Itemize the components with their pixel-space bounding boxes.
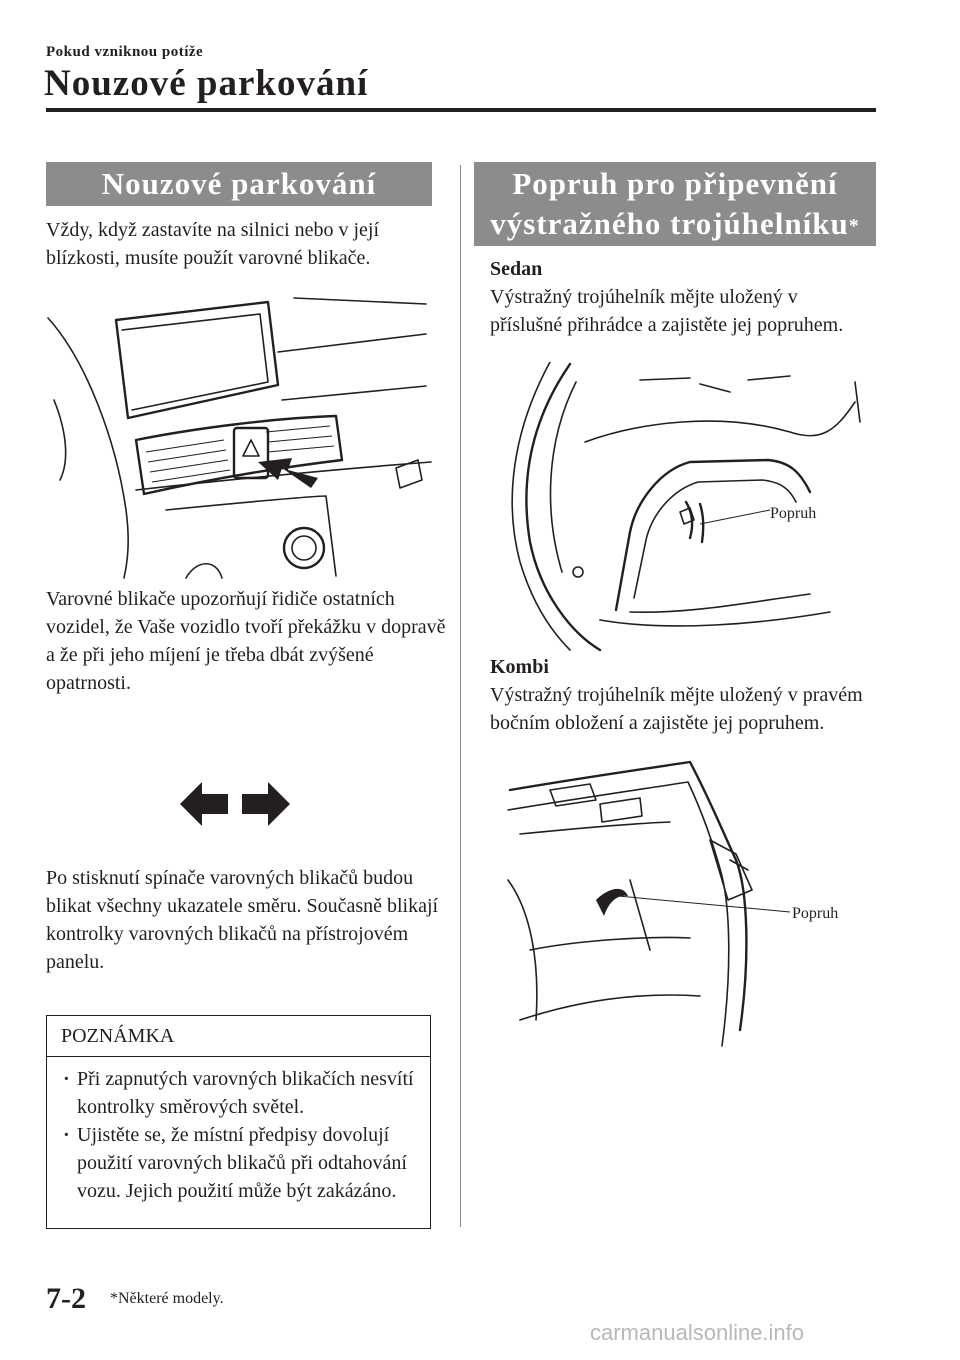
section-banner-emergency-parking: Nouzové parkování <box>46 162 432 206</box>
footnote-mark: * <box>848 215 860 237</box>
note-list <box>47 1057 430 1205</box>
intro-paragraph: Vždy, když zastavíte na silnici nebo v její blízkosti, musíte použít varovné blikače. <box>46 219 380 269</box>
note-box <box>46 1015 431 1229</box>
header-rule <box>46 108 876 112</box>
warning-paragraph: Varovné blikače upozorňují řidiče ostatních vozidel, že Vaše vozidlo tvoří překážku v dopravě a že při jeho míjení je třeba dbát zvýšené opatrnosti. <box>46 588 446 694</box>
footnote: *Některé modely. <box>110 1290 224 1307</box>
turn-signal-arrows-icon <box>180 782 290 826</box>
kombi-cargo-illustration <box>500 760 870 1048</box>
note-item: · Ujistěte se, že místní předpisy dovolují použití varovných blikačů při odtahování vozu. Jejich použití může být zakázáno. <box>63 1121 430 1205</box>
activation-paragraph: Po stisknutí spínače varovných blikačů budou blikat všechny ukazatele směru. Současně blikají kontrolky varovných blikačů na přístrojovém panelu. <box>46 867 439 973</box>
sedan-strap-callout: Popruh <box>770 505 817 522</box>
watermark: carmanualsonline.info <box>590 1320 805 1345</box>
section-banner-triangle-strap <box>474 162 876 246</box>
note-item: · Při zapnutých varovných blikačích nesvítí kontrolky směrových světel. <box>63 1065 430 1121</box>
section-label: Pokud vzniknou potíže <box>46 44 204 60</box>
hazard-switch-dashboard-illustration <box>46 290 436 580</box>
sedan-heading: Sedan <box>490 258 543 280</box>
note-heading: POZNÁMKA <box>47 1016 430 1057</box>
kombi-strap-callout: Popruh <box>792 905 839 922</box>
column-divider <box>460 165 461 1227</box>
banner-line-1: Popruh pro připevnění <box>512 166 838 201</box>
kombi-heading: Kombi <box>490 656 549 678</box>
banner-line-2-text: výstražného trojúhelníku <box>490 206 849 241</box>
sedan-paragraph: Výstražný trojúhelník mějte uložený v příslušné přihrádce a zajistěte jej popruhem. <box>490 286 844 336</box>
kombi-paragraph: Výstražný trojúhelník mějte uložený v pravém bočním obložení a zajistěte jej popruhem. <box>490 684 863 734</box>
page-title: Nouzové parkování <box>44 63 369 104</box>
page-number: 7-2 <box>46 1282 86 1315</box>
banner-line-2 <box>474 204 876 244</box>
